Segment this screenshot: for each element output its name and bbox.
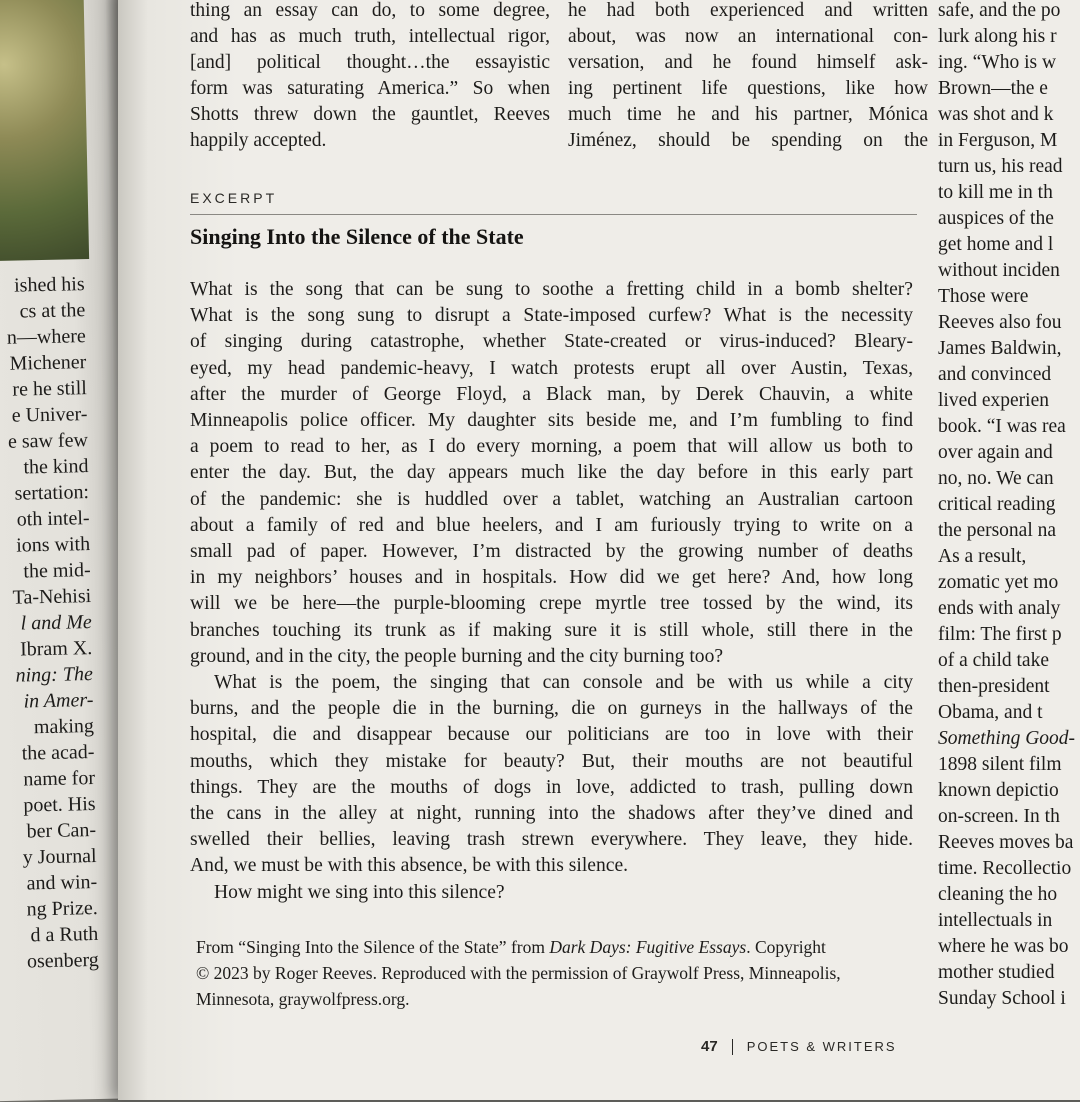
facing-page-line: y Journal bbox=[22, 844, 97, 869]
facing-page-line: and win- bbox=[26, 870, 98, 895]
excerpt-line: small pad of paper. However, I’m distracted by the growing number of deaths bbox=[190, 541, 913, 563]
column-line: lived experien bbox=[938, 390, 1049, 411]
magazine-page bbox=[118, 0, 1080, 1100]
column-line: Shotts threw down the gauntlet, Reeves bbox=[190, 104, 550, 125]
facing-page-line: Ibram X. bbox=[19, 637, 93, 661]
excerpt-line: swelled their bellies, leaving trash strewn everywhere. They leave, they hide. bbox=[190, 829, 913, 851]
column-line: versation, and he found himself ask- bbox=[568, 52, 928, 73]
column-line: time. Recollectio bbox=[938, 858, 1072, 879]
column-line: safe, and the po bbox=[938, 0, 1061, 21]
facing-page-line: Ta-Nehisi bbox=[12, 585, 92, 609]
column-line: happily accepted. bbox=[190, 130, 327, 151]
column-line: known depictio bbox=[938, 780, 1059, 801]
book-title: Dark Days: Fugitive Essays bbox=[549, 937, 747, 957]
facing-page-line: ions with bbox=[15, 533, 91, 557]
column-line: auspices of the bbox=[938, 208, 1054, 229]
column-line: Something Good- bbox=[938, 728, 1076, 749]
facing-page-line: oth intel- bbox=[16, 507, 90, 531]
column-line: intellectuals in bbox=[938, 910, 1053, 931]
top-column-left bbox=[190, 0, 550, 154]
column-line: Sunday School i bbox=[938, 988, 1066, 1009]
excerpt-line: of the pandemic: she is huddled over a tablet, watching an Australian cartoon bbox=[190, 488, 913, 510]
column-line: Reeves also fou bbox=[938, 312, 1062, 333]
excerpt-line: What is the poem, the singing that can console and be with us while a city bbox=[214, 672, 913, 694]
facing-page-line: l and Me bbox=[20, 611, 92, 635]
column-line: [and] political thought…the essayistic bbox=[190, 52, 550, 73]
page-folio bbox=[701, 1038, 897, 1055]
excerpt-line: What is the song that can be sung to soothe a fretting child in a bomb shelter? bbox=[190, 279, 913, 300]
column-line: on-screen. In th bbox=[938, 806, 1060, 827]
facing-page-line: re he still bbox=[12, 377, 88, 401]
column-line: mother studied bbox=[938, 962, 1055, 983]
excerpt-label: EXCERPT bbox=[190, 190, 278, 206]
column-line: the personal na bbox=[938, 520, 1057, 541]
facing-page-line: n—where bbox=[6, 325, 86, 349]
column-line: where he was bo bbox=[938, 936, 1069, 957]
facing-page-line: name for bbox=[23, 767, 96, 791]
column-line: form was saturating America.” So when bbox=[190, 78, 550, 99]
column-line: was shot and k bbox=[938, 104, 1054, 125]
column-line: Reeves moves ba bbox=[938, 832, 1074, 853]
column-line: then-president bbox=[938, 676, 1050, 697]
column-line: and has as much truth, intellectual rigor, bbox=[190, 26, 550, 47]
facing-page-line: the mid- bbox=[23, 559, 91, 583]
page-number: 47 bbox=[701, 1038, 718, 1055]
excerpt-line: Minneapolis police officer. My daughter sits beside me, and I’m fumbling to find bbox=[190, 410, 913, 432]
facing-page-photo bbox=[0, 0, 89, 262]
excerpt-line: hospital, die and disappear because our politicians are too in love with their bbox=[190, 724, 913, 746]
column-line: ing. “Who is w bbox=[938, 52, 1057, 73]
column-line: of a child take bbox=[938, 650, 1049, 671]
facing-page-line: poet. His bbox=[23, 793, 96, 817]
excerpt-line: burns, and the people die in the burning, die on gurneys in the hallways of the bbox=[190, 698, 913, 720]
facing-page-line: in Amer- bbox=[23, 689, 94, 713]
excerpt-line: mouths, which they mistake for beauty? But, their mouths are not beautiful bbox=[190, 750, 913, 772]
excerpt-line: of singing during catastrophe, whether State-created or virus-induced? Bleary- bbox=[190, 331, 913, 353]
column-line: ends with analy bbox=[938, 598, 1061, 619]
column-line: to kill me in th bbox=[938, 182, 1053, 203]
section-divider bbox=[190, 214, 917, 215]
credit-line-2: © 2023 by Roger Reeves. Reproduced with the permission of Graywolf Press, Minneapolis, bbox=[196, 963, 841, 983]
column-line: As a result, bbox=[938, 546, 1027, 567]
column-line: Obama, and t bbox=[938, 702, 1043, 723]
excerpt-line: about a family of red and blue heelers, and I am furiously trying to write on a bbox=[190, 514, 913, 536]
column-line: over again and bbox=[938, 442, 1053, 463]
column-line: and convinced bbox=[938, 364, 1052, 385]
folio-separator bbox=[732, 1039, 733, 1055]
facing-page-line: e Univer- bbox=[11, 403, 88, 427]
facing-page-line: ning: The bbox=[15, 663, 94, 687]
excerpt-line: the cans in the alley at night, running into the shadows after they’ve dined and bbox=[190, 803, 913, 825]
column-line: critical reading bbox=[938, 494, 1056, 515]
column-line: thing an essay can do, to some degree, bbox=[190, 0, 550, 21]
facing-page-line: ng Prize. bbox=[26, 896, 98, 921]
excerpt-body bbox=[190, 277, 913, 906]
excerpt-title: Singing Into the Silence of the State bbox=[190, 224, 524, 249]
facing-page-line: sertation: bbox=[14, 481, 90, 505]
facing-page-line: the kind bbox=[23, 455, 89, 479]
column-line: Those were bbox=[938, 286, 1029, 307]
right-column bbox=[938, 0, 1080, 1012]
facing-page-line: d a Ruth bbox=[30, 922, 99, 947]
facing-page-line: osenberg bbox=[26, 948, 100, 973]
excerpt-line: things. They are the mouths of dogs in love, addicted to trash, pulling down bbox=[190, 776, 913, 798]
excerpt-line: eyed, my head pandemic-heavy, I watch protests erupt all over Austin, Texas, bbox=[190, 357, 913, 379]
credit-line-1: From “Singing Into the Silence of the State” from Dark Days: Fugitive Essays. Copyright bbox=[196, 937, 826, 957]
column-line: get home and l bbox=[938, 234, 1054, 255]
excerpt-line: a poem to read to her, as I do every morning, a poem that will allow us both to bbox=[190, 436, 913, 458]
excerpt-line: How might we sing into this silence? bbox=[214, 881, 505, 903]
excerpt-line: after the murder of George Floyd, a Black man, by Derek Chauvin, a white bbox=[190, 383, 913, 405]
column-line: much time he and his partner, Mónica bbox=[568, 104, 928, 125]
column-line: book. “I was rea bbox=[938, 416, 1066, 437]
top-column-middle bbox=[568, 0, 928, 154]
excerpt-line: ground, and in the city, the people burning and the city burning too? bbox=[190, 645, 724, 667]
facing-page-line: e saw few bbox=[7, 429, 89, 453]
facing-page-text bbox=[0, 271, 99, 976]
column-line: cleaning the ho bbox=[938, 884, 1058, 905]
excerpt-line: enter the day. But, the day appears much like the day before in this early part bbox=[190, 462, 913, 484]
column-line: in Ferguson, M bbox=[938, 130, 1058, 151]
magazine-name: POETS & WRITERS bbox=[746, 1039, 897, 1054]
column-line: lurk along his r bbox=[938, 26, 1057, 47]
column-line: film: The first p bbox=[938, 624, 1062, 645]
column-line: zomatic yet mo bbox=[938, 572, 1059, 593]
facing-page-line: ber Can- bbox=[26, 818, 97, 843]
column-line: Jiménez, should be spending on the bbox=[568, 130, 928, 151]
facing-page-line: Michener bbox=[9, 351, 87, 375]
column-line: about, was now an international con- bbox=[568, 26, 928, 47]
facing-page-line: making bbox=[33, 715, 95, 739]
excerpt-line: will we be here—the purple-blooming crepe myrtle tree tossed by the wind, its bbox=[190, 593, 913, 615]
excerpt-line: What is the song sung to disrupt a State-imposed curfew? What is the necessity bbox=[190, 305, 913, 327]
excerpt-line: And, we must be with this absence, be with this silence. bbox=[190, 855, 629, 877]
column-line: no, no. We can bbox=[938, 468, 1054, 489]
column-line: turn us, his read bbox=[938, 156, 1063, 177]
excerpt-line: branches touching its trunk as if making sure it is still whole, still there in the bbox=[190, 619, 913, 641]
column-line: James Baldwin, bbox=[938, 338, 1062, 359]
column-line: 1898 silent film bbox=[938, 754, 1062, 775]
facing-page-line: ished his bbox=[13, 273, 85, 297]
facing-page-line: the acad- bbox=[21, 741, 95, 765]
excerpt-credit bbox=[196, 934, 912, 1012]
facing-page-line: cs at the bbox=[19, 299, 86, 323]
column-line: without inciden bbox=[938, 260, 1060, 281]
column-line: ing pertinent life questions, like how bbox=[568, 78, 928, 99]
column-line: Brown—the e bbox=[938, 78, 1048, 99]
excerpt-line: in my neighbors’ houses and in hospitals. How did we get here? And, how long bbox=[190, 567, 913, 589]
column-line: he had both experienced and written bbox=[568, 0, 928, 21]
credit-line-3: Minnesota, graywolfpress.org. bbox=[196, 989, 410, 1009]
